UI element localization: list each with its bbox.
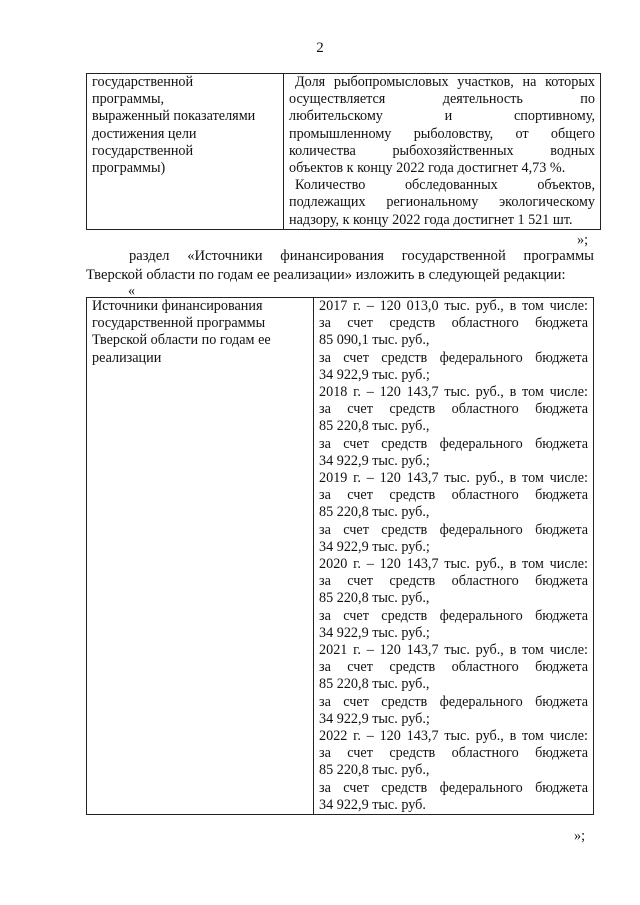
cell-text-line: за счет средств федерального бюджета xyxy=(319,779,588,796)
paragraph-line: раздел «Источники финансирования государственной программы xyxy=(129,248,594,264)
cell-text-line: 85 220,8 тыс. руб., xyxy=(319,762,430,779)
cell-text-line: за счет средств областного бюджета xyxy=(319,745,588,762)
cell-text-line: 2017 г. – 120 013,0 тыс. руб., в том числе: xyxy=(319,298,588,314)
cell-text-line: 34 922,9 тыс. руб.; xyxy=(319,452,430,469)
cell-text-line: Источники финансирования xyxy=(92,298,263,314)
table-row xyxy=(87,298,594,815)
cell-text-line: за счет средств федерального бюджета xyxy=(319,521,588,538)
table-cell-value xyxy=(284,74,601,230)
cell-text-line: объектов к концу 2022 года достигнет 4,73 %. xyxy=(289,160,566,177)
cell-text-line: за счет средств федерального бюджета xyxy=(319,693,588,710)
cell-text-line: 2021 г. – 120 143,7 тыс. руб., в том числе: xyxy=(319,642,588,659)
closing-quote: »; xyxy=(574,828,586,844)
cell-text-line: за счет средств областного бюджета xyxy=(319,487,588,504)
body-paragraph xyxy=(86,247,594,284)
cell-text-line: 85 220,8 тыс. руб., xyxy=(319,504,430,521)
cell-text-line: 34 922,9 тыс. руб. xyxy=(319,796,426,813)
funding-sources-table xyxy=(86,297,594,815)
cell-text-line: достижения цели xyxy=(92,125,197,142)
cell-text-line: 2020 г. – 120 143,7 тыс. руб., в том числе: xyxy=(319,556,588,573)
cell-text-line: за счет средств областного бюджета xyxy=(319,573,588,590)
cell-text-line: 34 922,9 тыс. руб.; xyxy=(319,366,430,383)
cell-text-line: за счет средств областного бюджета xyxy=(319,659,588,676)
cell-text-line: за счет средств федерального бюджета xyxy=(319,435,588,452)
cell-text-line: 34 922,9 тыс. руб.; xyxy=(319,538,430,555)
cell-text-line: надзору, к концу 2022 года достигнет 1 521 шт. xyxy=(289,211,573,228)
table-row xyxy=(87,74,601,230)
cell-text-line: программы, xyxy=(92,91,165,108)
cell-text-line: 2019 г. – 120 143,7 тыс. руб., в том числе: xyxy=(319,470,588,487)
cell-text-line: реализации xyxy=(92,349,162,366)
cell-text-line: Тверской области по годам ее xyxy=(92,332,271,349)
cell-text-line: за счет средств федерального бюджета xyxy=(319,607,588,624)
cell-text-line: 34 922,9 тыс. руб.; xyxy=(319,624,430,641)
cell-text-line: 34 922,9 тыс. руб.; xyxy=(319,710,430,727)
cell-text-line: 85 090,1 тыс. руб., xyxy=(319,332,430,349)
cell-text-line: подлежащих региональному экологическому xyxy=(289,194,595,211)
cell-text-line: выраженный показателями xyxy=(92,108,256,125)
cell-text-line: любительскому и спортивному, xyxy=(289,108,595,125)
cell-text-line: программы) xyxy=(92,160,166,177)
cell-text-line: Доля рыбопромысловых участков, на которых xyxy=(295,74,595,90)
cell-text-line: 85 220,8 тыс. руб., xyxy=(319,418,430,435)
cell-text-line: за счет средств областного бюджета xyxy=(319,315,588,332)
cell-text-line: 2018 г. – 120 143,7 тыс. руб., в том числе: xyxy=(319,384,588,401)
cell-text-line: за счет средств областного бюджета xyxy=(319,401,588,418)
cell-text-line: Количество обследованных объектов, xyxy=(295,177,595,194)
goal-indicators-table xyxy=(86,73,601,230)
cell-text-line: 85 220,8 тыс. руб., xyxy=(319,676,430,693)
paragraph-line: Тверской области по годам ее реализации» изложить в следующей редакции: xyxy=(86,266,566,283)
cell-text-line: промышленному рыболовству, от общего xyxy=(289,125,595,142)
cell-text-line: государственной xyxy=(92,142,194,159)
cell-text-line: 85 220,8 тыс. руб., xyxy=(319,590,430,607)
opening-quote: « xyxy=(128,283,136,299)
table-cell-label xyxy=(87,298,314,815)
page-number: 2 xyxy=(316,40,324,56)
cell-text-line: осуществляется деятельность по xyxy=(289,91,595,108)
table-cell-label xyxy=(87,74,284,230)
cell-text-line: государственной программы xyxy=(92,315,266,332)
closing-quote: »; xyxy=(577,232,589,248)
cell-text-line: количества рыбохозяйственных водных xyxy=(289,142,595,159)
table-cell-value xyxy=(314,298,594,815)
cell-text-line: государственной xyxy=(92,74,194,90)
cell-text-line: 2022 г. – 120 143,7 тыс. руб., в том числе: xyxy=(319,728,588,745)
cell-text-line: за счет средств федерального бюджета xyxy=(319,349,588,366)
